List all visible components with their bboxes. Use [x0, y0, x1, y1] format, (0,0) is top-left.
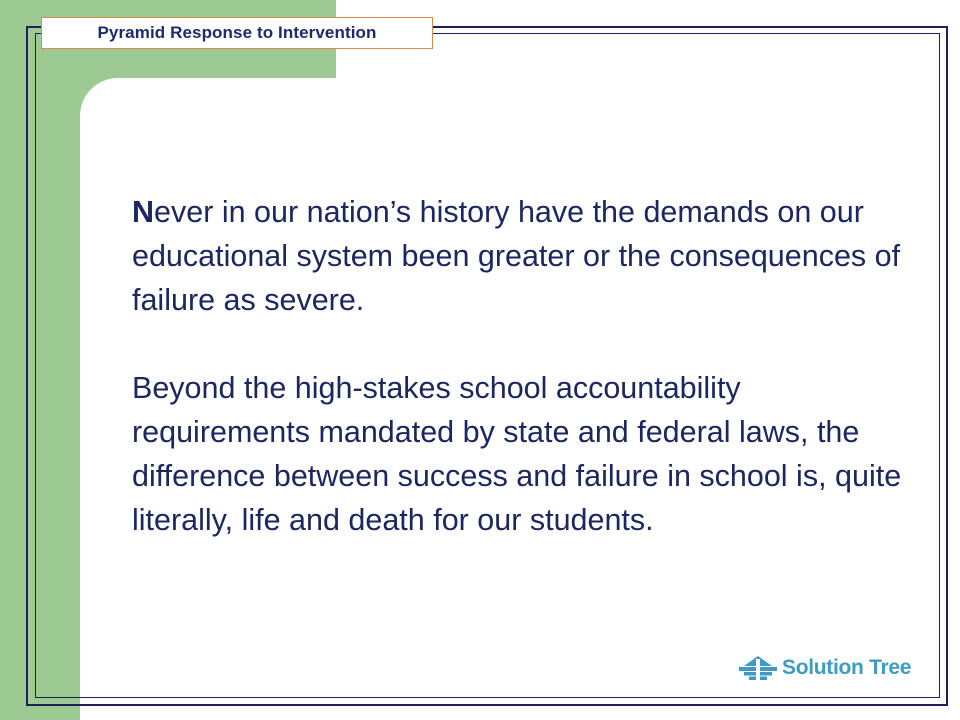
paragraph-1-initial: N [132, 195, 155, 229]
paragraph-1 [132, 190, 902, 322]
body-text [132, 190, 902, 542]
paragraph-2: Beyond the high-stakes school accountability requirements mandated by state and federal laws, the difference between success and failure in school is, quite literally, life and death for our students. [132, 371, 902, 537]
paragraph-1-text: ever in our nation’s history have the demands on our educational system been greater or the consequences of failure as severe. [132, 195, 901, 317]
header-title: Pyramid Response to Intervention [97, 23, 377, 42]
logo-text: Solution Tree [782, 656, 912, 679]
pyramid-tree-icon [738, 655, 778, 681]
solution-tree-logo [738, 655, 911, 681]
header-tab [41, 17, 433, 49]
paragraph-spacer [132, 322, 902, 366]
